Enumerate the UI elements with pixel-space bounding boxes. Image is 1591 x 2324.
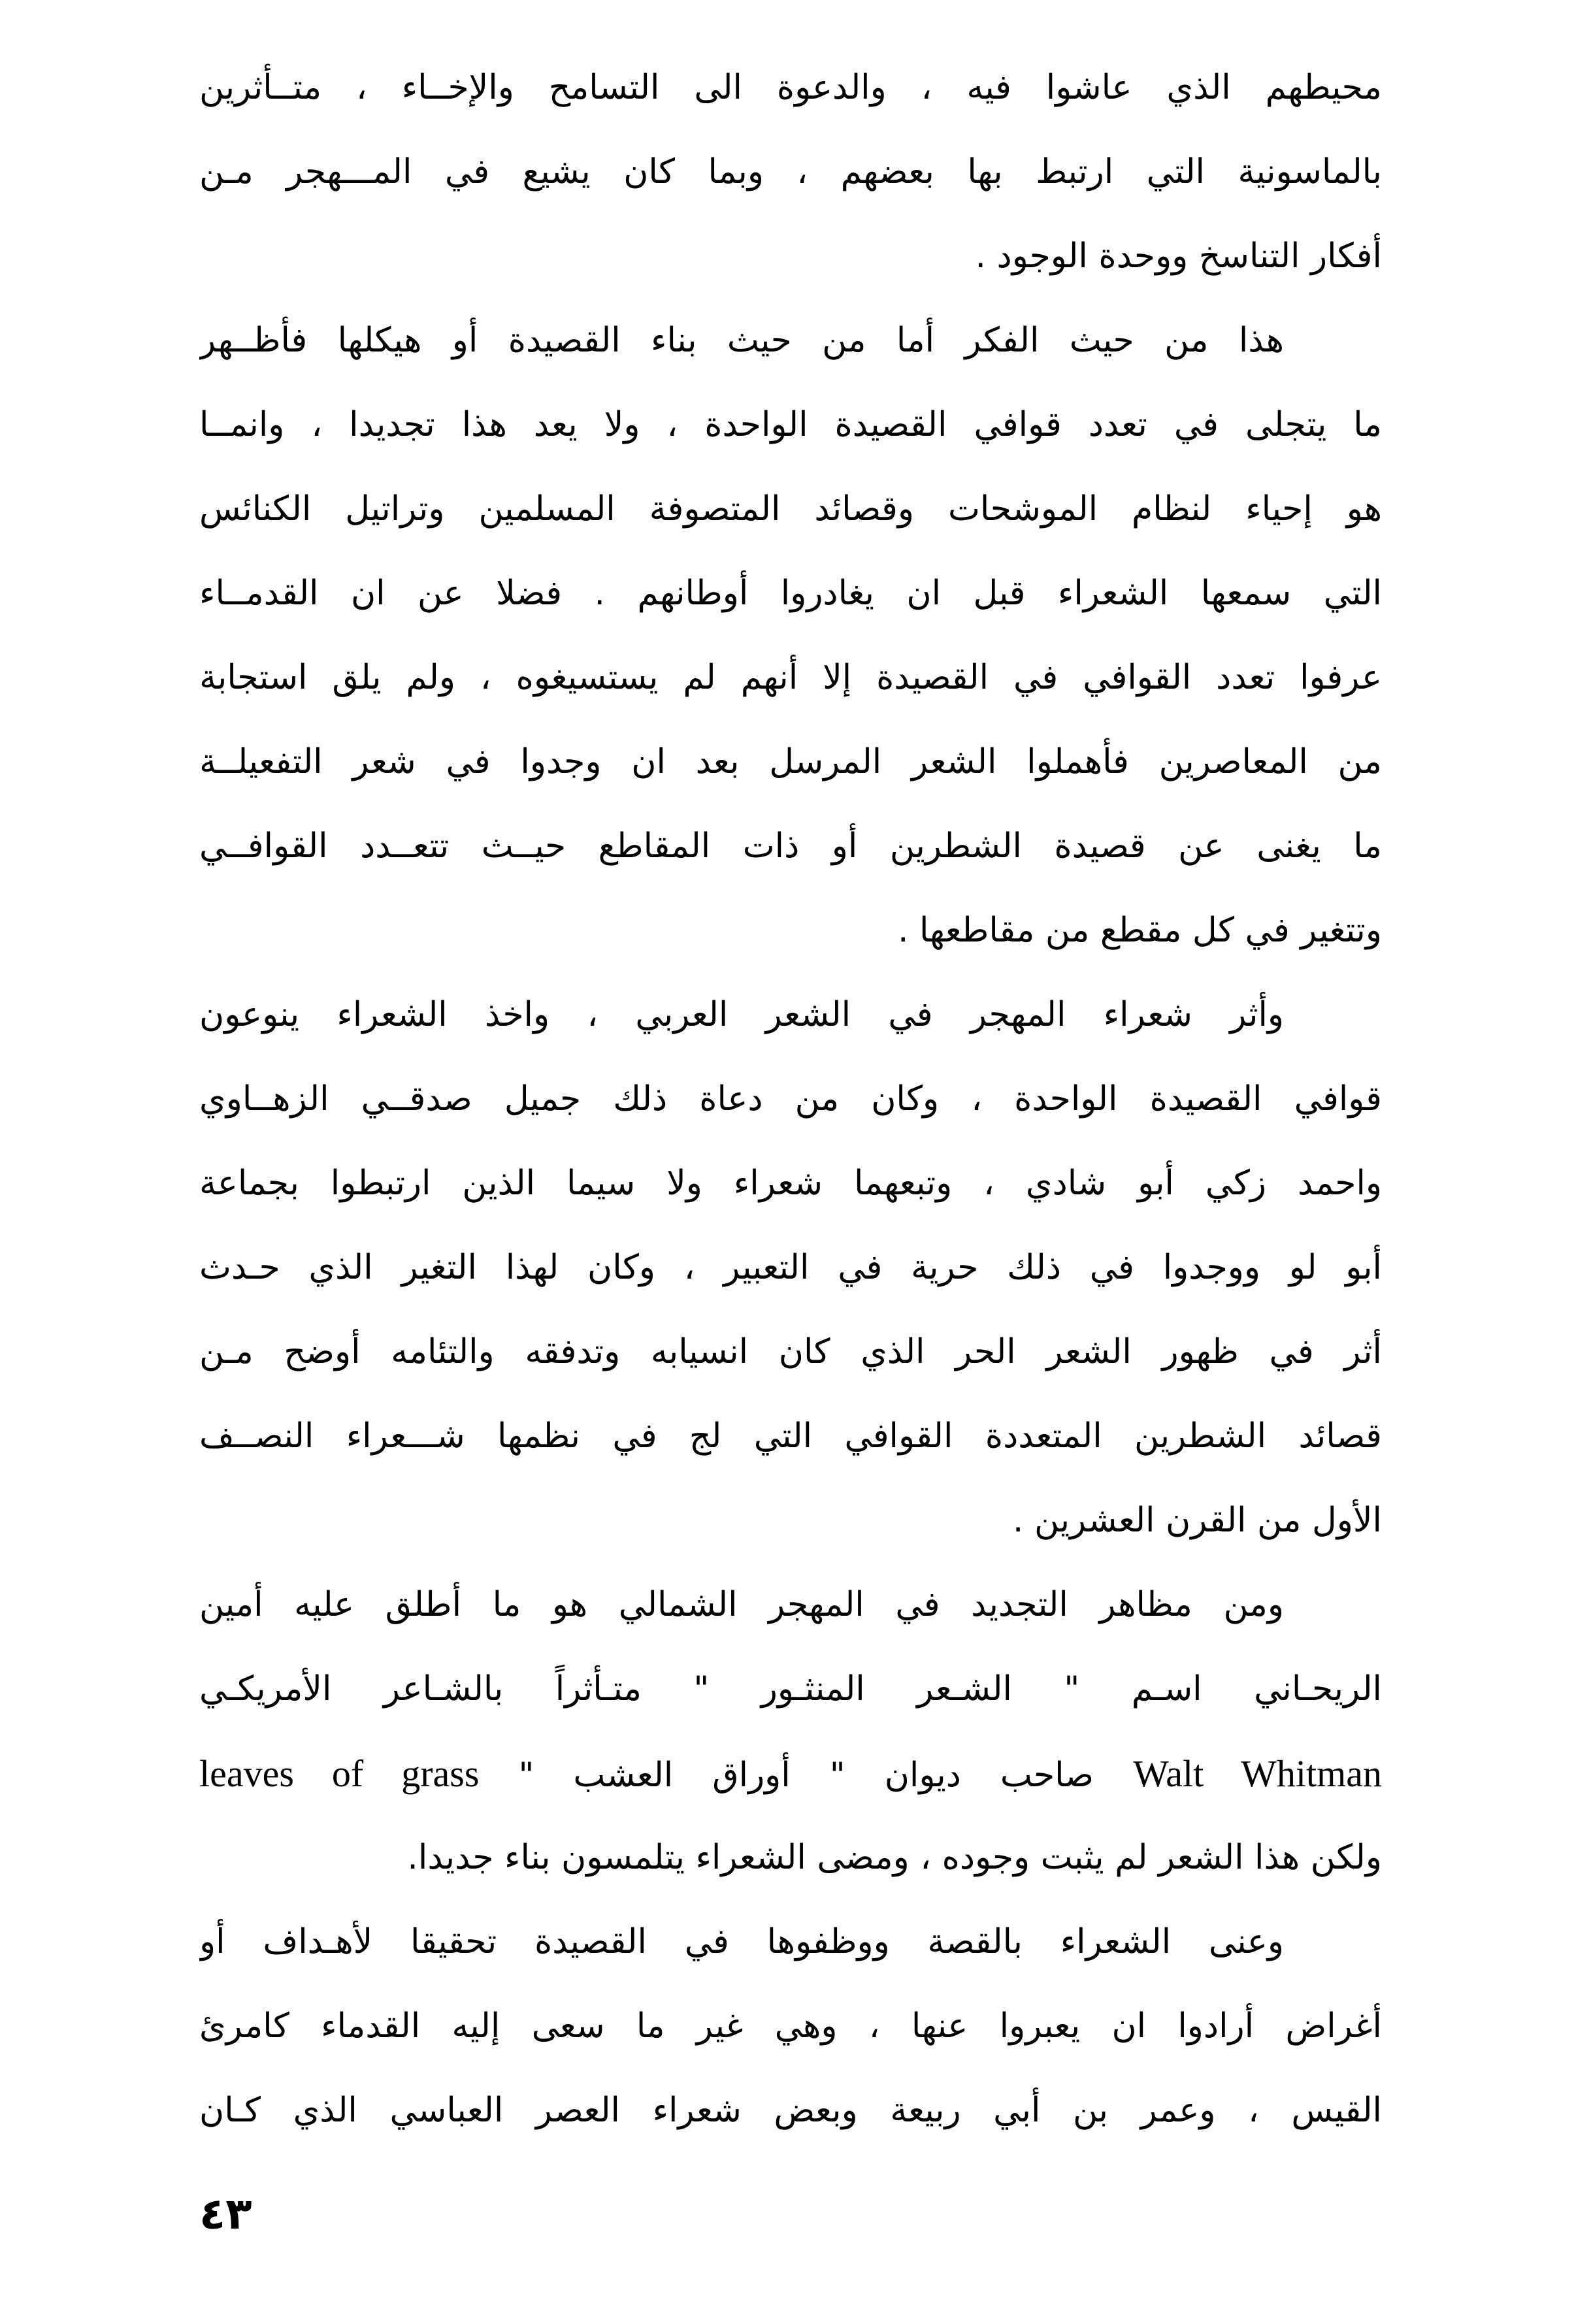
text-line: أثر في ظهور الشعر الحر الذي كان انسيابه وتدفقه والتئامه أوضح مـن [199, 1332, 1382, 1371]
text-line: قوافي القصيدة الواحدة ، وكان من دعاة ذلك جميل صدقــي الزهــاوي [199, 1079, 1382, 1119]
text-line: ولكن هذا الشعر لم يثبت وجوده ، ومضى الشعراء يتلمسون بناء جديدا. [407, 1838, 1382, 1877]
text-line: هذا من حيث الفكر أما من حيث بناء القصيدة أو هيكلها فأظــهر [199, 321, 1284, 360]
text-line: الريحـاني اسـم " الشـعر المنثـور " متـأثراً بالشـاعر الأمريكـي [199, 1669, 1382, 1709]
page-number: ٤٣ [199, 2189, 252, 2239]
text-line: من المعاصرين فأهملوا الشعر المرسل بعد ان وجدوا في شعر التفعيلــة [199, 742, 1382, 781]
text-line: وأثر شعراء المهجر في الشعر العربي ، واخذ الشعراء ينوعون [199, 995, 1284, 1034]
text-line: التي سمعها الشعراء قبل ان يغادروا أوطانهم . فضلا عن ان القدمــاء [199, 574, 1382, 613]
text-line: القيس ، وعمر بن أبي ربيعة وبعض شعراء العصر العباسي الذي كـان [199, 2091, 1382, 2130]
text-line: ومن مظاهر التجديد في المهجر الشمالي هو ما أطلق عليه أمين [199, 1585, 1284, 1624]
text-line: الأول من القرن العشرين . [1012, 1501, 1382, 1540]
english-title: leaves of grass [199, 1752, 480, 1795]
text-line: ما يغنى عن قصيدة الشطرين أو ذات المقاطع حيــث تتعــدد القوافــي [199, 826, 1382, 866]
text-line-mixed [199, 1731, 1382, 1816]
text-line: أبو لو ووجدوا في ذلك حرية في التعبير ، وكان لهذا التغير الذي حـدث [199, 1248, 1382, 1287]
body-text [199, 46, 1382, 2153]
text-line: أغراض أرادوا ان يعبروا عنها ، وهي غير ما سعى إليه القدماء كامرئ [199, 2006, 1382, 2046]
english-name: Walt Whitman [1133, 1752, 1382, 1795]
text-line: عرفوا تعدد القوافي في القصيدة إلا أنهم لم يستسيغوه ، ولم يلق استجابة [199, 658, 1382, 697]
arabic-segment: صاحب ديوان " أوراق العشب " [479, 1756, 1134, 1795]
text-line: قصائد الشطرين المتعددة القوافي التي لج في نظمها شـــعراء النصــف [199, 1416, 1382, 1456]
text-line: أفكار التناسخ ووحدة الوجود . [975, 237, 1382, 276]
text-line: بالماسونية التي ارتبط بها بعضهم ، وبما كان يشيع في المـــهجر مـن [199, 152, 1382, 191]
text-line: وعنى الشعراء بالقصة ووظفوها في القصيدة تحقيقا لأهـداف أو [199, 1922, 1284, 1961]
text-line: ما يتجلى في تعدد قوافي القصيدة الواحدة ، ولا يعد هذا تجديدا ، وانمــا [199, 405, 1382, 444]
text-line: محيطهم الذي عاشوا فيه ، والدعوة الى التسامح والإخــاء ، متــأثرين [199, 68, 1382, 107]
text-line: هو إحياء لنظام الموشحات وقصائد المتصوفة المسلمين وتراتيل الكنائس [199, 489, 1382, 529]
text-line: واحمد زكي أبو شادي ، وتبعهما شعراء ولا سيما الذين ارتبطوا بجماعة [199, 1164, 1382, 1203]
text-line: وتتغير في كل مقطع من مقاطعها . [898, 911, 1382, 950]
